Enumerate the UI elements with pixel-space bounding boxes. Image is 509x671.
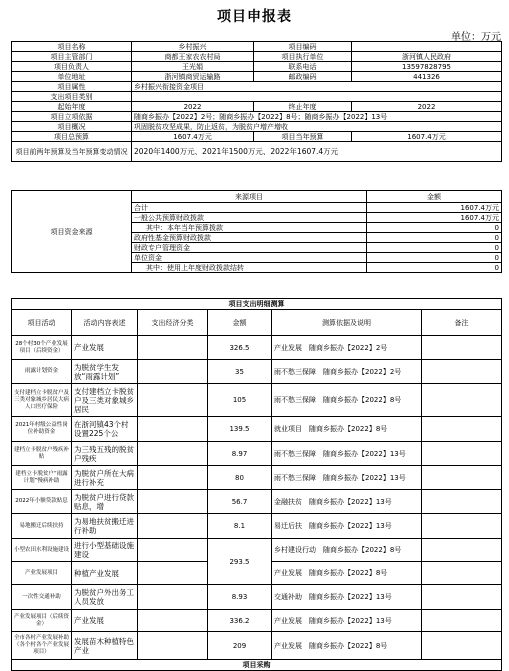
row-basis: 产业发展 随商乡振办【2022】8号 (272, 562, 422, 585)
detail-header-note: 备注 (422, 310, 502, 336)
detail-header-basis: 测算依据及说明 (272, 310, 422, 336)
row-desc: 为脱贫户所在大病进行补充 (72, 466, 138, 490)
row-activity: 28个村30个产业发展项目（后续资金） (12, 336, 72, 360)
fund-source-name: 财政专户管理资金 (132, 243, 367, 253)
detail-header-amount: 金额 (208, 310, 272, 336)
fund-source-name: 单位资金 (132, 253, 367, 263)
phone-value: 13597828795 (352, 62, 502, 72)
phone-label: 联系电话 (254, 62, 352, 72)
table-row (12, 384, 502, 417)
address-value: 浙河镇商贸运输路 (132, 72, 254, 82)
row-amount: 8.93 (208, 585, 272, 610)
table-row (12, 336, 502, 360)
page-title: 项目申报表 (217, 9, 292, 25)
row-basis: 雨不愁三保障 随商乡振办【2022】13号 (272, 442, 422, 466)
row-activity: 建档立卡脱贫户“雨露计划”慢病补助 (12, 466, 72, 490)
row-note (422, 466, 502, 490)
table-row (12, 585, 502, 610)
overview-label: 项目概况 (12, 122, 132, 132)
row-activity: 产业发展项目 (12, 562, 72, 585)
address-label: 单位地址 (12, 72, 132, 82)
exec-unit-value: 浙河镇人民政府 (352, 52, 502, 62)
row-note (422, 539, 502, 562)
table-row (12, 610, 502, 632)
postcode-label: 邮政编码 (254, 72, 352, 82)
prev-label: 项目前两年预算及当年预算变动情况 (12, 142, 132, 162)
row-amount: 209 (208, 632, 272, 660)
procurement-section-title: 项目采购 (12, 660, 502, 671)
row-basis: 交通补助 随商乡振办【2022】13号 (272, 585, 422, 610)
fund-source-amount: 1607.4万元 (367, 203, 502, 213)
detail-header-desc: 活动内容表述 (72, 310, 138, 336)
row-econ (138, 466, 208, 490)
row-econ (138, 632, 208, 660)
funding-source-table (11, 190, 502, 273)
table-row (12, 514, 502, 539)
project-info-table (11, 41, 502, 162)
row-desc: 为脱贫学生发放“雨露计划” (72, 360, 138, 384)
row-amount: 56.7 (208, 490, 272, 514)
leader-label: 项目负责人 (12, 62, 132, 72)
end-label: 终止年度 (254, 102, 352, 112)
table-row (12, 539, 502, 562)
fund-source-name: 政府性基金预算财政拨款 (132, 233, 367, 243)
fund-source-name: 其中：本年当年预算拨款 (132, 223, 367, 233)
leader-value: 王光娟 (132, 62, 254, 72)
funds-col-source: 来源项目 (132, 191, 367, 203)
row-desc: 产业发展 (72, 610, 138, 632)
row-amount: 8.1 (208, 514, 272, 539)
row-desc: 种植产业发展 (72, 562, 138, 585)
row-note (422, 360, 502, 384)
fund-source-name: 合计 (132, 203, 367, 213)
row-note (422, 514, 502, 539)
expense-detail-table (11, 298, 502, 671)
fund-source-name: 其中：使用上年度财政拨款结转 (132, 263, 367, 273)
row-basis: 金融扶贫 随商乡振办【2022】13号 (272, 490, 422, 514)
dept-label: 项目主管部门 (12, 52, 132, 62)
row-amount: 326.5 (208, 336, 272, 360)
table-row (12, 417, 502, 442)
row-activity: 全市各村产业发展补助（各个村各个产业发展项目） (12, 632, 72, 660)
basis-value: 随商乡振办【2022】2号；随商乡振办【2022】8号；随商乡振办【2022】13号 (132, 112, 502, 122)
table-row (12, 466, 502, 490)
row-note (422, 336, 502, 360)
row-note (422, 490, 502, 514)
row-note (422, 384, 502, 417)
fund-source-amount: 0 (367, 223, 502, 233)
fund-source-amount: 0 (367, 253, 502, 263)
row-desc: 产业发展 (72, 336, 138, 360)
row-basis: 产业发展 随商乡振办【2022】8号 (272, 632, 422, 660)
row-basis: 产业发展 随商乡振办【2022】2号 (272, 336, 422, 360)
end-value: 2022 (352, 102, 502, 112)
row-desc: 为易地扶贫搬迁进行补助 (72, 514, 138, 539)
total-budget-value: 1607.4万元 (132, 132, 254, 142)
row-econ (138, 562, 208, 585)
row-econ (138, 539, 208, 562)
row-econ (138, 384, 208, 417)
funds-label: 项目资金来源 (12, 191, 132, 273)
row-amount: 139.5 (208, 417, 272, 442)
row-econ (138, 336, 208, 360)
basis-label: 项目立项依据 (12, 112, 132, 122)
row-note (422, 610, 502, 632)
project-code-value (352, 42, 502, 52)
total-budget-label: 项目总预算 (12, 132, 132, 142)
row-econ (138, 442, 208, 466)
row-activity: 雨露计划资金 (12, 360, 72, 384)
type-label: 支出项目类别 (12, 92, 132, 102)
row-amount: 35 (208, 360, 272, 384)
merged-amount: 293.5 (208, 539, 272, 585)
row-note (422, 417, 502, 442)
fund-source-amount: 1607.4万元 (367, 213, 502, 223)
row-basis: 易迁后扶 随商乡振办【2022】13号 (272, 514, 422, 539)
project-name-label: 项目名称 (12, 42, 132, 52)
row-econ (138, 417, 208, 442)
row-basis: 雨不愁三保障 随商乡振办【2022】2号 (272, 360, 422, 384)
prev-value: 2020年1400万元、2021年1500万元、2022年1607.4万元 (132, 142, 502, 162)
row-basis: 雨不愁三保障 随商乡振办【2022】13号 (272, 466, 422, 490)
row-econ (138, 490, 208, 514)
row-basis: 就业项目 随商乡振办【2022】8号 (272, 417, 422, 442)
detail-header-activity: 项目活动 (12, 310, 72, 336)
table-row (12, 632, 502, 660)
fund-source-name: 一般公共预算财政拨款 (132, 213, 367, 223)
row-econ (138, 514, 208, 539)
fund-source-amount: 0 (367, 243, 502, 253)
row-activity: 2022年小额贷款贴息 (12, 490, 72, 514)
row-desc: 进行小型基础设施建设 (72, 539, 138, 562)
attr-value: 乡村振兴衔接资金项目 (132, 82, 502, 92)
row-activity: 小型农田水利设施建设 (12, 539, 72, 562)
row-econ (138, 585, 208, 610)
row-amount: 336.2 (208, 610, 272, 632)
row-amount: 8.97 (208, 442, 272, 466)
row-note (422, 585, 502, 610)
row-econ (138, 360, 208, 384)
row-note (422, 562, 502, 585)
exec-unit-label: 项目执行单位 (254, 52, 352, 62)
row-desc: 支付建档立卡脱贫户及三类对象城乡居民 (72, 384, 138, 417)
row-econ (138, 610, 208, 632)
row-basis: 乡村建设行动 随商乡振办【2022】8号 (272, 539, 422, 562)
row-activity: 2021年村级公益性岗位补助资金 (12, 417, 72, 442)
table-row (12, 360, 502, 384)
dept-value: 商都王家农农村局 (132, 52, 254, 62)
cur-budget-value: 1607.4万元 (352, 132, 502, 142)
detail-section-title: 项目支出明细测算 (12, 299, 502, 310)
row-basis: 产业发展 随商乡振办【2022】13号 (272, 610, 422, 632)
overview-value: 巩固脱贫攻坚成果，防止返贫，为脱贫户增产增收 (132, 122, 502, 132)
funds-col-amount: 金额 (367, 191, 502, 203)
fund-source-amount: 0 (367, 263, 502, 273)
row-amount: 105 (208, 384, 272, 417)
row-activity: 产业发展项目（后续资金） (12, 610, 72, 632)
row-note (422, 442, 502, 466)
row-note (422, 632, 502, 660)
attr-label: 项目属性 (12, 82, 132, 92)
start-value: 2022 (132, 102, 254, 112)
type-value (132, 92, 502, 102)
row-activity: 易地搬迁后续扶持 (12, 514, 72, 539)
row-desc: 在浙河镇43个村设置225个公 (72, 417, 138, 442)
project-name-value: 乡村振兴 (132, 42, 254, 52)
fund-source-amount: 0 (367, 233, 502, 243)
cur-budget-label: 项目当年预算 (254, 132, 352, 142)
row-desc: 为三残五残的脱贫户残疾 (72, 442, 138, 466)
row-basis: 雨不愁三保障 随商乡振办【2022】8号 (272, 384, 422, 417)
project-code-label: 项目编码 (254, 42, 352, 52)
row-amount: 80 (208, 466, 272, 490)
row-activity: 支付建档立卡脱贫户及三类对象城乡居民大病人口医疗保险 (12, 384, 72, 417)
row-activity: 建档立卡脱贫户残疾补贴 (12, 442, 72, 466)
row-desc: 发展苗木种植特色产业 (72, 632, 138, 660)
row-activity: 一次性交通补助 (12, 585, 72, 610)
unit-label: 单位：万元 (451, 32, 501, 43)
detail-header-econ: 支出经济分类 (138, 310, 208, 336)
postcode-value: 441326 (352, 72, 502, 82)
row-desc: 为脱贫户外出务工人员发放 (72, 585, 138, 610)
table-row (12, 490, 502, 514)
start-label: 起始年度 (12, 102, 132, 112)
row-desc: 为脱贫户进行贷款贴息，增 (72, 490, 138, 514)
table-row (12, 442, 502, 466)
